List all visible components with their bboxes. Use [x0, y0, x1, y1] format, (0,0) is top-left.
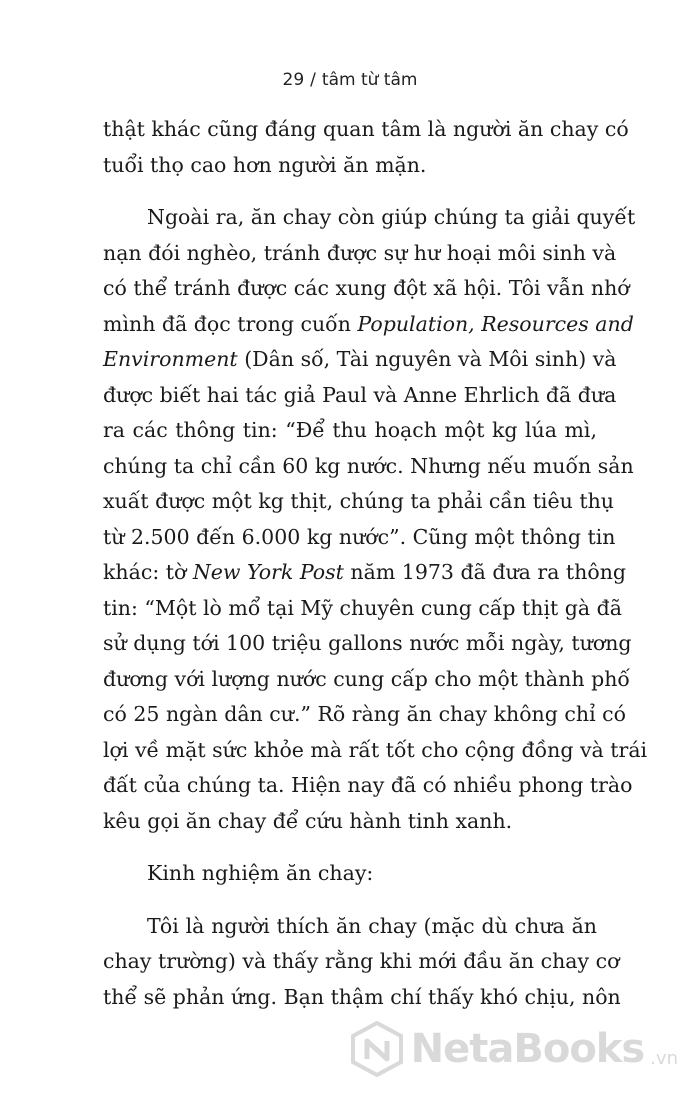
text-line: thể sẽ phản ứng. Bạn thậm chí thấy khó chịu, nôn [103, 984, 621, 1009]
text-line: đương với lượng nước cung cấp cho một thành phố [103, 666, 630, 691]
paragraph-4 [103, 909, 621, 1016]
text-run: năm 1973 đã đưa ra thông [343, 560, 627, 584]
text-line: được biết hai tác giả Paul và Anne Ehrlich đã đưa [103, 382, 617, 407]
text-run: mình đã đọc trong cuốn [103, 311, 358, 336]
text-line: thật khác cũng đáng quan tâm là người ăn chay có [103, 117, 629, 141]
book-title: Population, Resources and [357, 311, 634, 336]
newspaper-title: New York Post [192, 560, 344, 584]
watermark-suffix: .vn [650, 1048, 678, 1069]
page-body [103, 112, 648, 1032]
text-line: sử dụng tới 100 triệu gallons nước mỗi ngày, tương [103, 631, 632, 655]
text-line: đất của chúng ta. Hiện nay đã có nhiều phong trào [103, 773, 633, 797]
text-line: xuất được một kg thịt, chúng ta phải cần tiêu thụ [103, 489, 614, 513]
text-line: Tôi là người thích ăn chay (mặc dù chưa ăn [147, 913, 597, 938]
watermark [349, 1021, 678, 1077]
text-line: tin: “Một lò mổ tại Mỹ chuyên cung cấp thịt gà đã [103, 595, 623, 620]
text-line [103, 555, 627, 591]
text-line: từ 2.500 đến 6.000 kg nước”. Cũng một thông tin [103, 524, 616, 549]
text-line: lợi về mặt sức khỏe mà rất tốt cho cộng đồng và trái [103, 737, 648, 762]
paragraph-3 [103, 856, 597, 892]
text-line: nạn đói nghèo, tránh được sự hư hoại môi sinh và [103, 240, 617, 265]
text-run: (Dân số, Tài nguyên và Môi sinh) và [237, 347, 617, 371]
text-line: tuổi thọ cao hơn người ăn mặn. [103, 152, 427, 177]
text-line [103, 342, 617, 378]
text-run: khác: tờ [103, 560, 193, 584]
section-heading: Kinh nghiệm ăn chay: [147, 861, 374, 885]
text-line: chúng ta chỉ cần 60 kg nước. Nhưng nếu muốn sản [103, 453, 634, 478]
text-line [103, 307, 634, 343]
text-line: chay trường) và thấy rằng khi mới đầu ăn chay cơ [103, 949, 620, 973]
page-number: 29 [282, 70, 305, 90]
text-line: kêu gọi ăn chay để cứu hành tinh xanh. [103, 808, 513, 833]
text-line: ra các thông tin: “Để thu hoạch một kg lúa mì, [103, 418, 597, 442]
netabooks-logo-icon [349, 1021, 405, 1077]
paragraph-2 [103, 200, 648, 839]
running-title: tâm từ tâm [321, 70, 418, 90]
book-title: Environment [103, 347, 238, 371]
paragraph-1 [103, 112, 629, 183]
text-line: Ngoài ra, ăn chay còn giúp chúng ta giải quyết [147, 205, 636, 229]
watermark-brand: NetaBooks [410, 1026, 645, 1072]
text-line: có thể tránh được các xung đột xã hội. Tôi vẫn nhớ [103, 276, 630, 300]
running-header [0, 70, 700, 90]
header-separator: / [310, 70, 316, 90]
text-line: có 25 ngàn dân cư.” Rõ ràng ăn chay không chỉ có [103, 702, 626, 726]
